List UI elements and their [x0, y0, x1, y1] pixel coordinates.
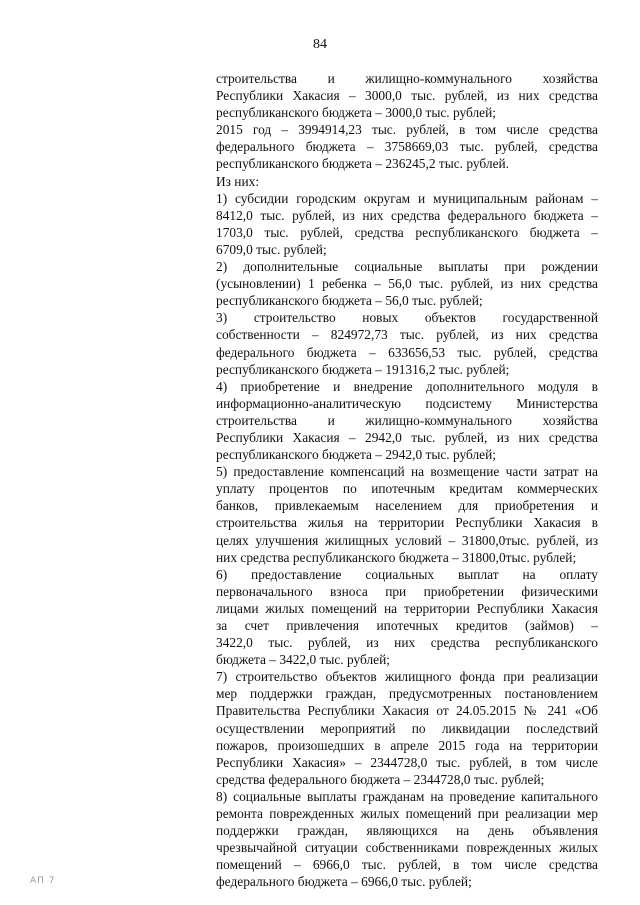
text-line: республиканского бюджета – 191316,2 тыс. рублей; — [216, 361, 510, 377]
text-line: информационно-аналитическую подсистему Министерства — [216, 395, 598, 411]
text-line: республиканского бюджета – 56,0 тыс. рублей; — [216, 293, 483, 309]
text-line: республиканского бюджета – 2942,0 тыс. рублей; — [216, 447, 497, 463]
text-line: первоначального взноса при приобретении физическими — [216, 583, 598, 599]
text-line: помещений – 6966,0 тыс. рублей, в том числе средства — [216, 857, 598, 873]
text-line: поддержки граждан, являющихся на день объявления — [216, 823, 598, 839]
text-line: федерального бюджета – 3758669,03 тыс. рублей, средства — [216, 139, 598, 155]
text-line: 3422,0 тыс. рублей, из них средства республиканского — [216, 635, 598, 651]
text-line: них средства республиканского бюджета – 31800,0тыс. рублей; — [216, 549, 577, 565]
text-line: 6709,0 тыс. рублей; — [216, 241, 327, 257]
corner-stamp-mark: АП 7 — [30, 876, 56, 886]
text-line: уплату процентов по ипотечным кредитам коммерческих — [216, 481, 598, 497]
text-line: целях улучшения жилищных условий – 31800,0тыс. рублей, из — [216, 532, 598, 548]
text-line: чрезвычайной ситуации собственниками поврежденных жилых — [216, 840, 598, 856]
text-line: строительства и жилищно-коммунального хозяйства — [216, 71, 598, 86]
text-line: республиканского бюджета – 236245,2 тыс. рублей. — [216, 156, 510, 172]
text-line: республиканского бюджета – 3000,0 тыс. рублей; — [216, 105, 497, 121]
text-line: 7) строительство объектов жилищного фонда при реализации — [216, 669, 598, 685]
text-line: 5) предоставление компенсаций на возмещение части затрат на — [216, 464, 598, 480]
text-line: 1703,0 тыс. рублей, средства республиканского бюджета – — [216, 224, 598, 240]
text-line: Республики Хакасия – 2942,0 тыс. рублей, из них средства — [216, 429, 598, 445]
text-line: 4) приобретение и внедрение дополнительного модуля в — [216, 378, 598, 394]
text-line: 6) предоставление социальных выплат на оплату — [216, 566, 598, 582]
text-line: собственности – 824972,73 тыс. рублей, из них средства — [216, 327, 598, 343]
text-line: лицами жилых помещений на территории Республики Хакасия — [216, 600, 598, 616]
text-line: строительства жилья на территории Республики Хакасия в — [216, 515, 598, 531]
text-line: 3) строительство новых объектов государственной — [216, 310, 598, 326]
page-number: 84 — [313, 37, 327, 52]
text-line: Республики Хакасия – 3000,0 тыс. рублей, из них средства — [216, 88, 598, 104]
text-line: 8) социальные выплаты гражданам на проведение капитального — [216, 788, 598, 804]
text-line: строительства и жилищно-коммунального хозяйства — [216, 412, 598, 428]
text-line: 2) дополнительные социальные выплаты при рождении — [216, 259, 598, 275]
text-line: мер поддержки граждан, предусмотренных постановлением — [216, 686, 598, 702]
text-line: (усыновлении) 1 ребенка – 56,0 тыс. рублей, из них средства — [216, 276, 598, 292]
text-line: Из них: — [216, 173, 260, 189]
text-line: банков, привлекаемым населением для приобретения и — [216, 498, 598, 514]
text-line: пожаров, произошедших в апреле 2015 года на территории — [216, 737, 598, 753]
text-line: 8412,0 тыс. рублей, из них средства федерального бюджета – — [216, 207, 598, 223]
text-line: осуществлении мероприятий по ликвидации последствий — [216, 720, 598, 736]
document-body — [216, 70, 598, 891]
text-line: 2015 год – 3994914,23 тыс. рублей, в том числе средства — [216, 122, 598, 138]
text-line: за счет привлечения ипотечных кредитов (займов) – — [216, 618, 598, 633]
text-line: бюджета – 3422,0 тыс. рублей; — [216, 652, 391, 668]
text-line: федерального бюджета – 6966,0 тыс. рублей; — [216, 874, 472, 890]
text-line: ремонта поврежденных жилых помещений при реализации мер — [216, 806, 598, 822]
text-line: средства федерального бюджета – 2344728,0 тыс. рублей; — [216, 771, 545, 787]
text-line: Республики Хакасия» – 2344728,0 тыс. рублей, в том числе — [216, 754, 598, 770]
text-line: 1) субсидии городским округам и муниципальным районам – — [216, 190, 598, 206]
text-line: федерального бюджета – 633656,53 тыс. рублей, средства — [216, 344, 598, 360]
text-line: Правительства Республики Хакасия от 24.05.2015 № 241 «Об — [216, 703, 598, 719]
